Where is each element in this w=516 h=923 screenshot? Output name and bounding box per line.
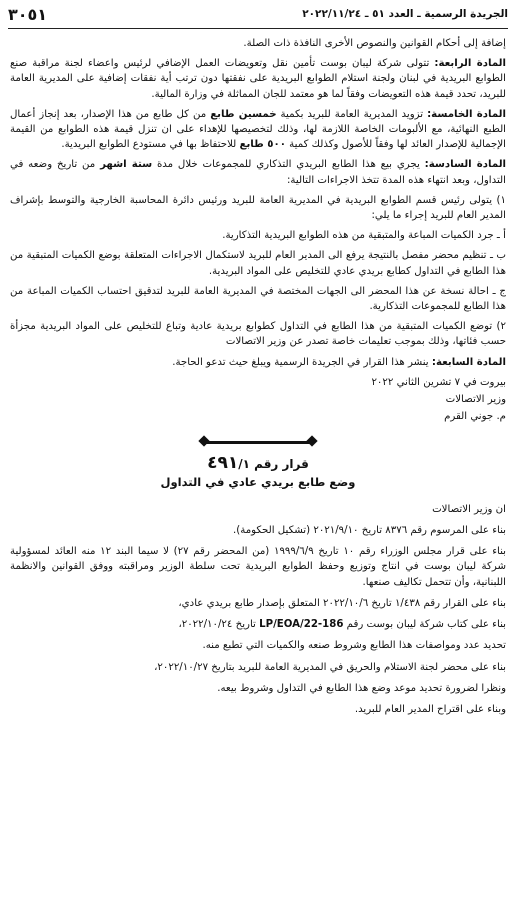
recital-8: وبناء على اقتراح المدير العام للبريد. [354, 703, 506, 715]
recital-2: بناء على قرار مجلس الوزراء رقم ١٠ تاريخ ١٩٩٩/٦/٩ (من المحضر رقم ٢٧) لا سيما البند ١٢ منه العائد لمسؤولية شركة ليبان بوست في انتاج وتوزيع وحفظ الطوابع البريدية تحت سلطة الوزير ومراقبته ووفق القوانين والانظمة اللبنانية، وأن تتحمل تكاليف صنعها. [10, 546, 507, 588]
procedure-item-2: ٢) توضع الكميات المتبقية من هذا الطابع في التداول كطوابع بريدية عادية وتباع للتخليص على المواد البريدية مجزأة حسب فئاتها، وذلك بموجب تعليمات خاصة تصدر عن وزير الاتصالات [10, 321, 506, 348]
page-header [8, 4, 508, 26]
divider-line [203, 441, 313, 444]
divider-diamond-left [198, 436, 209, 447]
decision-number-value: ٤٩١ [207, 453, 239, 474]
article-5-text-c: للاحتفاظ بها في مستودع الطوابع البريدية. [61, 139, 240, 151]
article-5 [10, 107, 506, 153]
article-6-text-b: من تاريخ وضعه في التداول، وبعد انتهاء هذه المدة تتخذ الاجراءات التالية: [10, 159, 506, 186]
recital-4-reference: LP/EOA/22-186 [259, 619, 344, 631]
divider-diamond-right [306, 436, 317, 447]
decision-number-suffix: /١ [238, 457, 250, 472]
intro-paragraph: إضافة إلى أحكام القوانين والنصوص الأخرى النافذة ذات الصلة. [243, 38, 506, 49]
article-7-text: ينشر هذا القرار في الجريدة الرسمية ويبلغ حيث تدعو الحاجة. [172, 356, 432, 368]
article-4-text: تتولى شركة ليبان بوست تأمين نقل وتعويضات العمل الإضافي لرئيس واعضاء لجنة مراقبة صنع الطوابع البريدية في لبنان ولجنة استلام الطوابع البريدية على نفقتها دون ترتب أية نفقات إضافية على المديرية العامة للبريد، تحدد قيمة هذه التعويضات وفقاً لما هو معتمد للجان المماثلة في وزارة المالية. [10, 58, 506, 100]
decision-body [10, 502, 506, 717]
procedure-item-1a: أ ـ جرد الكميات المباعة والمتبقية من هذه الطوابع البريدية التذكارية. [222, 230, 506, 242]
signature-name: م. جوني القرم [444, 411, 506, 423]
page-content [10, 36, 506, 723]
article-5-label: المادة الخامسة: [427, 108, 506, 120]
article-6-label: المادة السادسة: [424, 159, 507, 171]
signature-title: وزير الاتصالات [445, 394, 506, 406]
decision-title: وضع طابع بريدي عادي في التداول [160, 474, 356, 489]
procedure-item-1: ١) يتولى رئيس قسم الطوابع البريدية في المديرية العامة للبريد ورئيس دائرة المحاسبة الخارجية والتوسط بإشراف المدير العام للبريد إجراء ما يلي: [10, 194, 506, 222]
article-7-label: المادة السابعة: [431, 356, 506, 368]
recital-5: تحديد عدد ومواصفات هذا الطابع وشروط صنعه والكميات التي تطبع منه. [202, 640, 506, 652]
article-4 [10, 56, 506, 102]
section-divider [203, 438, 313, 446]
page-number: ٣٠٥١ [8, 5, 48, 25]
article-5-text-b: من كل طابع من هذا الإصدار، بعد إنجاز أعمال الطبع النهائية، مع الألبومات الخاصة اللازمة لها، وذلك لتخصيصها للإهداء على ان تنزل قيمة هذه الطوابع من القيمة الإجمالية للإصدار العائد لها وفقاً للأصول وكذلك كمية [10, 108, 506, 151]
article-5-text-a: تزويد المديرية العامة للبريد بكمية [276, 108, 428, 120]
recital-4-text-b: تاريخ ٢٠٢٢/١٠/٢٤، [178, 619, 260, 631]
recital-6: بناء على محضر لجنة الاستلام والحريق في المديرية العامة للبريد بتاريخ ٢٠٢٢/١٠/٢٧، [154, 661, 506, 673]
recital-1: بناء على المرسوم رقم ٨٣٧٦ تاريخ ٢٠٢١/٩/١٠ (تشكيل الحكومة). [233, 525, 506, 537]
procedure-item-1c: ج ـ احالة نسخة عن هذا المحضر الى الجهات المختصة في المديرية العامة للبريد لتدقيق احتساب الكميات المباعة من هذا الطابع للمجموعات التذكارية. [10, 285, 506, 313]
article-6-text-a: يجري بيع هذا الطابع البريدي التذكاري للمجموعات خلال مدة [152, 159, 425, 171]
recital-4 [10, 617, 506, 632]
article-6 [10, 157, 506, 187]
signature-place-date: بيروت في ٧ تشرين الثاني ٢٠٢٢ [371, 376, 506, 388]
minister-line: ان وزير الاتصالات [432, 503, 506, 515]
header-rule [8, 28, 508, 29]
article-5-quantity-1: خمسين طابع [210, 108, 277, 120]
decision-number-label: قرار رقم [249, 457, 309, 472]
recital-3: بناء على القرار رقم ١/٤٣٨ تاريخ ٢٠٢٢/١٠/٦ المتعلق بإصدار طابع بريدي عادي، [178, 597, 506, 609]
article-7 [10, 355, 506, 370]
recital-7: ونظرا لضرورة تحديد موعد وضع هذا الطابع في التداول وشروط بيعه. [217, 682, 506, 694]
procedure-item-1b: ب ـ تنظيم محضر مفصل بالنتيجة يرفع الى المدير العام للبريد لاستكمال الاجراءات المتعلقة بوضع الكميات المتبقية من هذا الطابع في التداول كطابع بريدي عادي للتخليص على المواد البريدية. [10, 250, 506, 277]
decision-number [10, 453, 506, 474]
article-6-duration: ستة اشهر [100, 159, 153, 171]
gazette-title: الجريدة الرسمية ـ العدد ٥١ ـ ٢٠٢٢/١١/٢٤ [302, 8, 508, 21]
recital-4-text-a: بناء على كتاب شركة ليبان بوست رقم [343, 619, 506, 631]
article-4-label: المادة الرابعة: [434, 58, 506, 70]
article-5-quantity-2: ٥٠٠ طابع [239, 139, 286, 151]
